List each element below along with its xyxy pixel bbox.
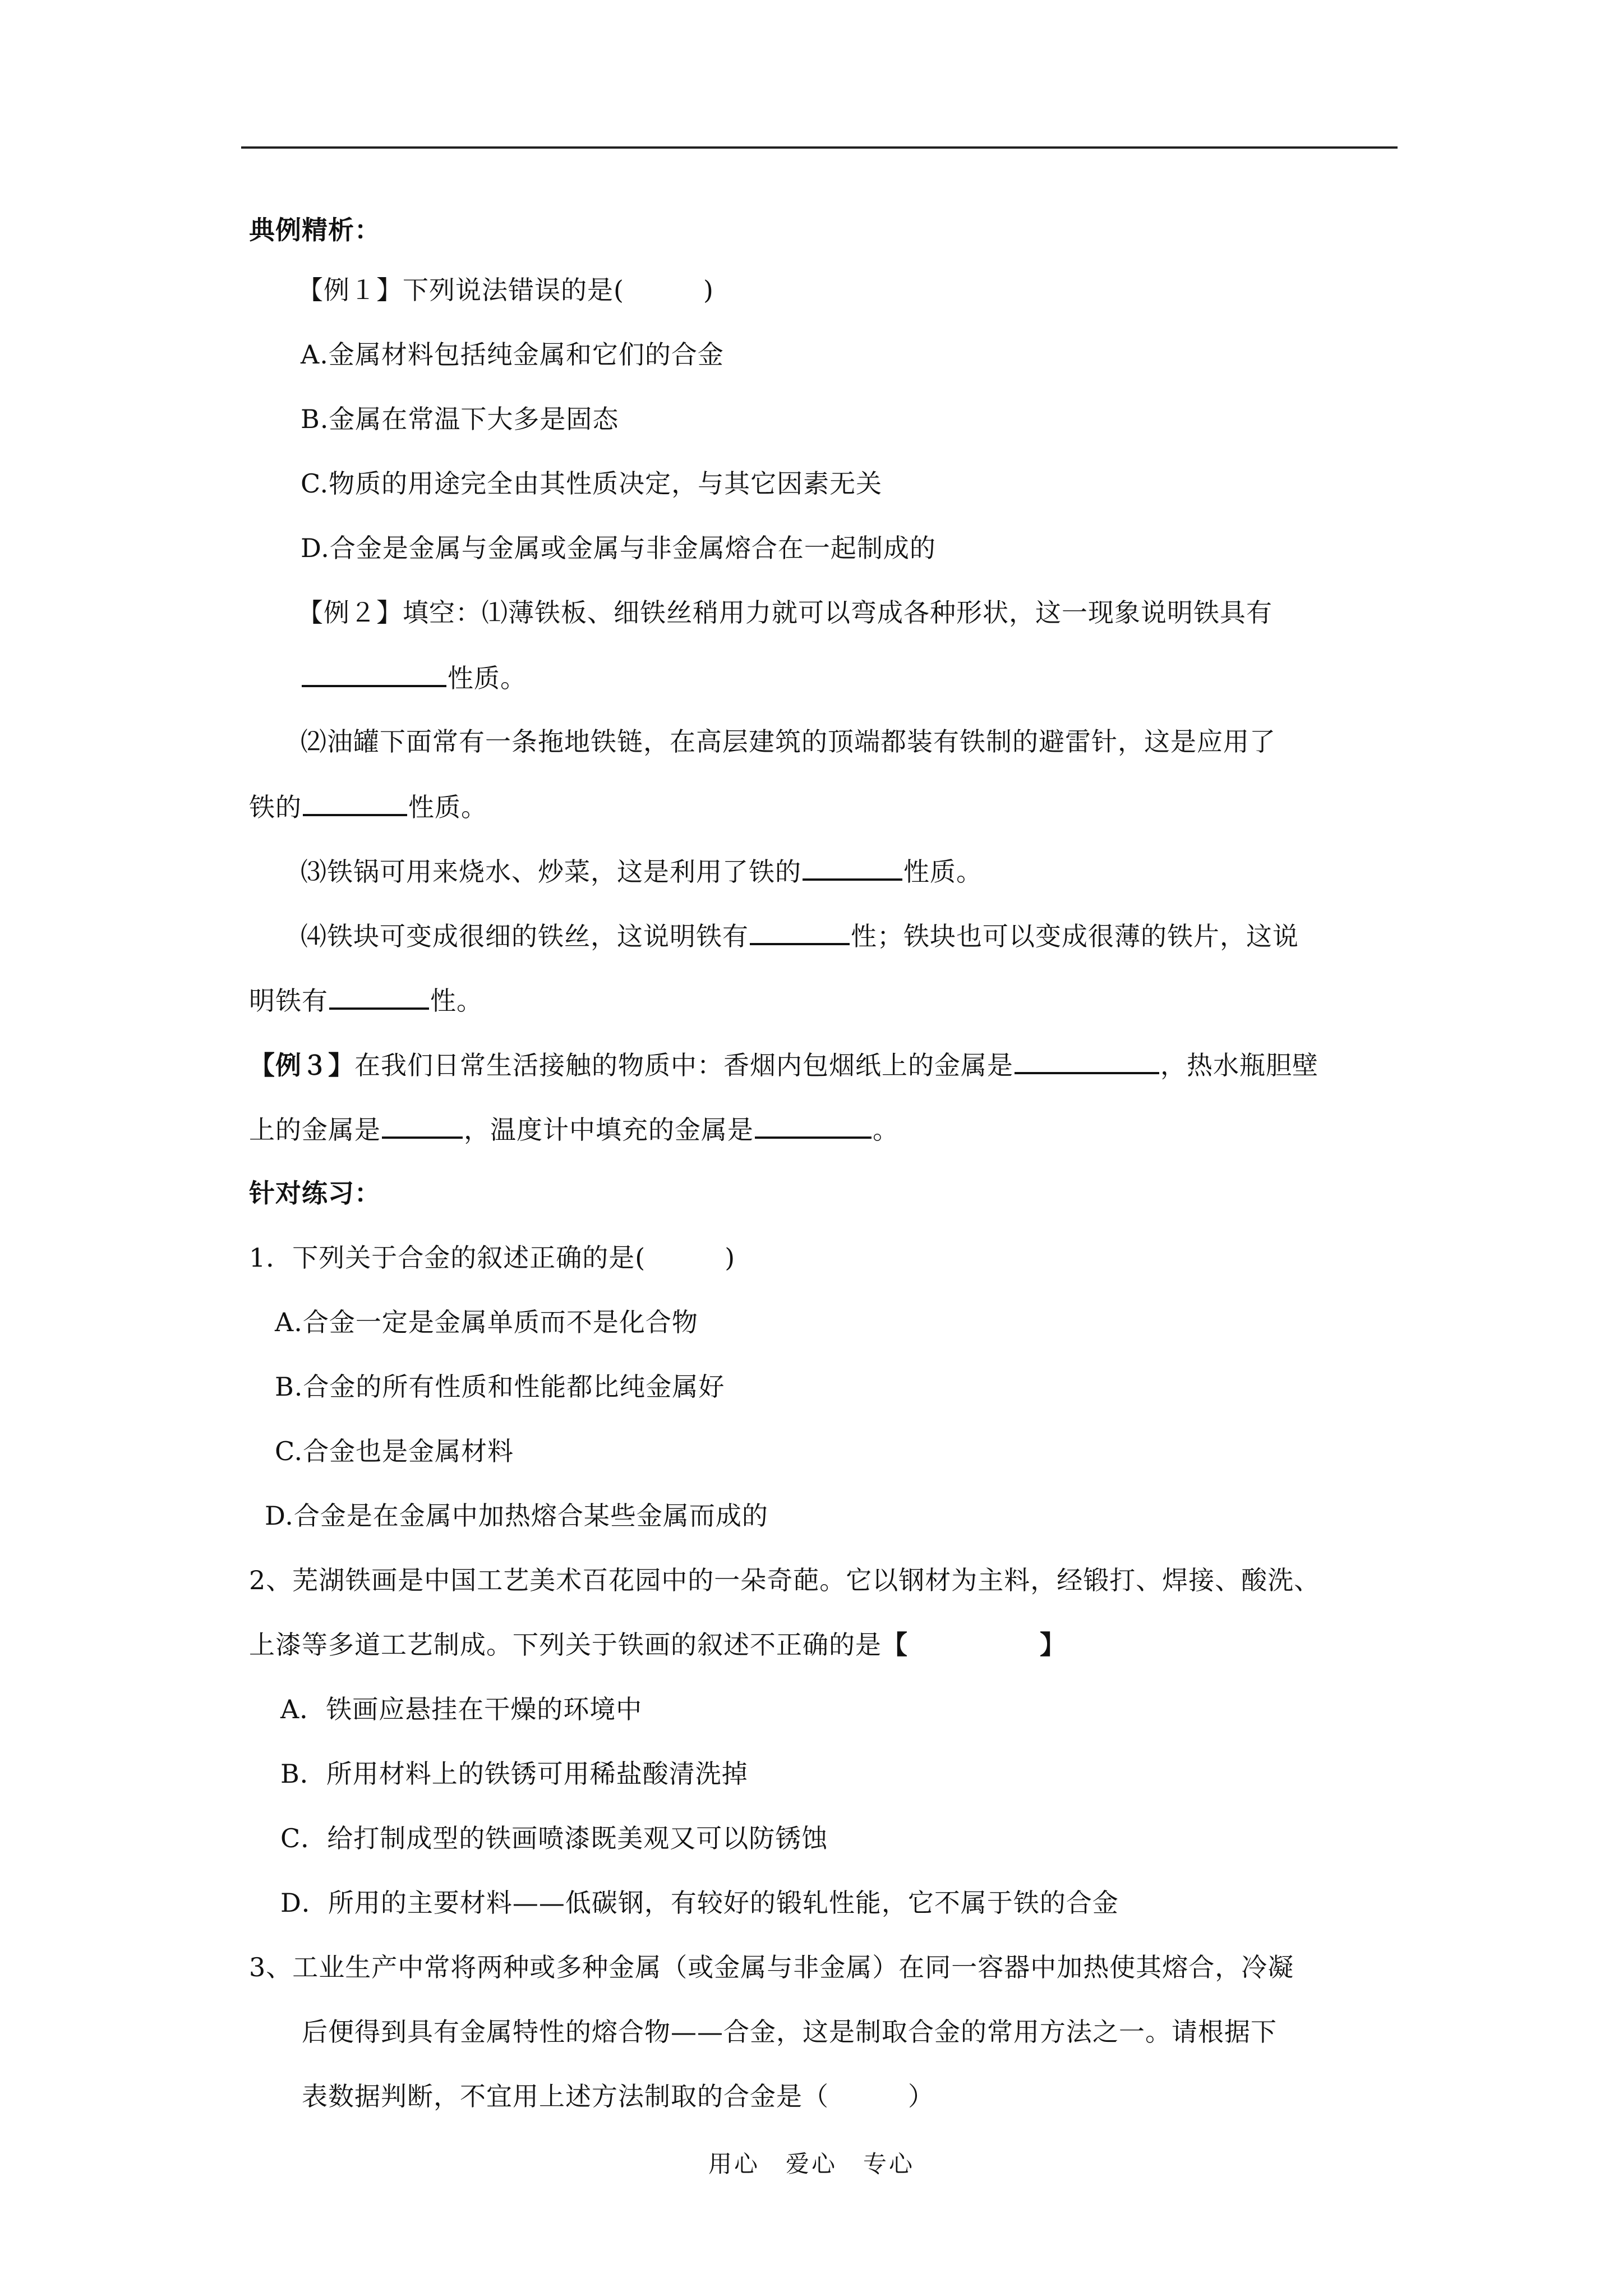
page-footer: 用心 爱心 专心 (708, 2150, 915, 2178)
practice2-line2-text: 上漆等多道工艺制成。下列关于铁画的叙述不正确的是 (249, 1630, 882, 1660)
example2-line7 (249, 983, 483, 1018)
practice2-option-b: B．所用材料上的铁锈可用稀盐酸清洗掉 (280, 1759, 748, 1789)
example3-text-c: 上的金属是 (249, 1115, 381, 1145)
answer-blank[interactable] (755, 1112, 872, 1139)
example3-text-a: 在我们日常生活接触的物质中：香烟内包烟纸上的金属是 (354, 1050, 1013, 1080)
example2-line5-text-b: 性质。 (903, 857, 983, 887)
answer-blank[interactable] (382, 1112, 463, 1139)
example2-line4-text-a: 铁的 (249, 792, 302, 822)
practice1-option-a: A.合金一定是金属单质而不是化合物 (275, 1307, 698, 1337)
practice1-option-d: D.合金是在金属中加热熔合某些金属而成的 (265, 1501, 768, 1531)
practice3-line2: 后便得到具有金属特性的熔合物——合金，这是制取合金的常用方法之一。请根据下 (302, 2017, 1277, 2047)
practice3-line3: 表数据判断，不宜用上述方法制取的合金是（ ） (302, 2081, 934, 2111)
practice2-line1: 2、芜湖铁画是中国工艺美术百花园中的一朵奇葩。它以钢材为主料，经锻打、焊接、酸洗、 (249, 1565, 1321, 1595)
section-heading-practice: 针对练习： (249, 1178, 381, 1208)
practice2-option-d: D．所用的主要材料——低碳钢，有较好的锻轧性能，它不属于铁的合金 (280, 1888, 1119, 1918)
example3-text-e: 。 (873, 1115, 899, 1145)
answer-blank[interactable] (303, 789, 407, 816)
answer-blank[interactable] (329, 983, 429, 1010)
example2-line5 (301, 854, 983, 889)
example2-line2 (301, 660, 527, 695)
example3-text-d: ，温度计中填充的金属是 (464, 1115, 754, 1145)
example3-line2 (249, 1112, 899, 1147)
header-rule (241, 146, 1398, 149)
example2-line6-text-b: 性；铁块也可以变成很薄的铁片，这说 (851, 921, 1299, 951)
example1-option-d: D.合金是金属与金属或金属与非金属熔合在一起制成的 (301, 533, 936, 563)
practice2-option-c: C．给打制成型的铁画喷漆既美观又可以防锈蚀 (280, 1823, 828, 1853)
example1-option-a: A.金属材料包括纯金属和它们的合金 (301, 339, 724, 370)
example1-option-c: C.物质的用途完全由其性质决定，与其它因素无关 (301, 468, 883, 499)
section-heading-examples: 典例精析： (249, 215, 381, 245)
example1-question: 【例１】下列说法错误的是( ) (297, 275, 714, 305)
example2-line7-text-b: 性。 (430, 986, 483, 1016)
example3-label: 【例３】 (249, 1050, 354, 1080)
example2-line6 (301, 918, 1299, 953)
answer-blank[interactable] (750, 918, 850, 945)
answer-blank[interactable] (1015, 1047, 1159, 1074)
example3-line1 (249, 1047, 1318, 1082)
example2-line6-text-a: ⑷铁块可变成很细的铁丝，这说明铁有 (301, 921, 749, 951)
practice2-line2 (249, 1628, 1066, 1662)
practice1-question: 1．下列关于合金的叙述正确的是( ) (249, 1243, 736, 1273)
example2-line2-text: 性质。 (448, 663, 527, 693)
practice2-option-a: A．铁画应悬挂在干燥的环境中 (280, 1694, 643, 1724)
practice1-option-c: C.合金也是金属材料 (275, 1436, 514, 1466)
answer-blank[interactable] (302, 660, 446, 687)
practice1-option-b: B.合金的所有性质和性能都比纯金属好 (275, 1372, 725, 1402)
answer-bracket[interactable]: 【 】 (882, 1630, 1066, 1660)
example2-line5-text-a: ⑶铁锅可用来烧水、炒菜，这是利用了铁的 (301, 857, 801, 887)
example2-line1: 【例２】填空：⑴薄铁板、细铁丝稍用力就可以弯成各种形状，这一现象说明铁具有 (297, 597, 1272, 628)
example2-line7-text-a: 明铁有 (249, 986, 328, 1016)
practice3-line1: 3、工业生产中常将两种或多种金属（或金属与非金属）在同一容器中加热使其熔合，冷凝 (249, 1952, 1294, 1982)
example3-text-b: ，热水瓶胆壁 (1160, 1050, 1318, 1080)
example1-option-b: B.金属在常温下大多是固态 (301, 404, 619, 434)
example2-line3: ⑵油罐下面常有一条拖地铁链，在高层建筑的顶端都装有铁制的避雷针，这是应用了 (301, 726, 1276, 757)
example2-line4 (249, 789, 487, 824)
example2-line4-text-b: 性质。 (408, 792, 487, 822)
answer-blank[interactable] (803, 854, 902, 881)
